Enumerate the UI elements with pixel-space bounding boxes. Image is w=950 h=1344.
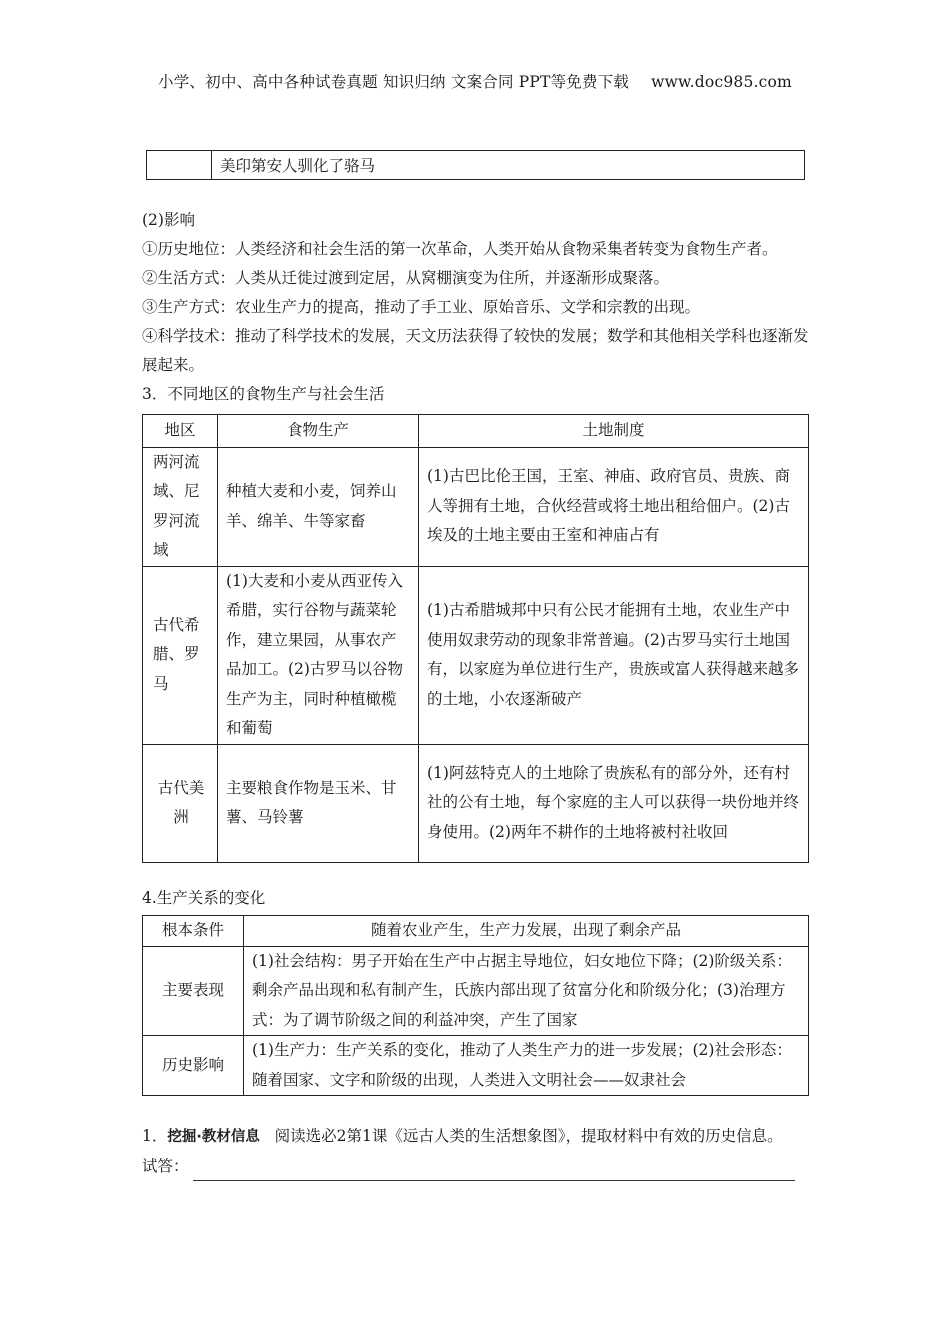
question-number: 1． [142, 1127, 168, 1145]
question-block [142, 1122, 822, 1181]
section-influence [142, 206, 822, 409]
table-row [143, 744, 809, 862]
column-header-food: 食物生产 [218, 415, 419, 448]
land-cell: (1)古希腊城邦中只有公民才能拥有土地，农业生产中使用奴隶劳动的现象非常普遍。(2)古罗马实行土地国有，以家庭为单位进行生产，贵族或富人获得越来越多的土地，小农逐渐破产 [419, 566, 809, 744]
table-header-row [143, 415, 809, 448]
column-header-region: 地区 [143, 415, 218, 448]
answer-line[interactable] [193, 1160, 795, 1181]
table-row [143, 566, 809, 744]
table-row [143, 946, 809, 1036]
table-row [143, 916, 809, 947]
page-header [0, 70, 950, 92]
food-cell: 主要粮食作物是玉米、甘薯、马铃薯 [218, 744, 419, 862]
land-cell: (1)阿兹特克人的土地除了贵族私有的部分外，还有村社的公有土地，每个家庭的主人可以获得一块份地并终身使用。(2)两年不耕作的土地将被村社收回 [419, 744, 809, 862]
table-row [147, 151, 805, 180]
top-table [146, 150, 805, 180]
question-body: 阅读选必2第1课《远古人类的生活想象图》，提取材料中有效的历史信息。 [274, 1127, 783, 1145]
row-label: 主要表现 [143, 946, 244, 1036]
section-title: 3．不同地区的食物生产与社会生活 [142, 385, 385, 403]
row-label: 历史影响 [143, 1036, 244, 1096]
header-text: 小学、初中、高中各种试卷真题 知识归纳 文案合同 PPT等免费下载 [158, 73, 630, 91]
regions-table [142, 414, 809, 863]
answer-prompt: 试答： [142, 1157, 189, 1175]
column-header-land: 土地制度 [419, 415, 809, 448]
land-cell: (1)古巴比伦王国，王室、神庙、政府官员、贵族、商人等拥有土地，合伙经营或将土地出租给佃户。(2)古埃及的土地主要由王室和神庙占有 [419, 447, 809, 566]
question-text [142, 1122, 822, 1152]
table-row [143, 447, 809, 566]
row-content: (1)生产力：生产关系的变化，推动了人类生产力的进一步发展；(2)社会形态：随着国家、文字和阶级的出现，人类进入文明社会——奴隶社会 [244, 1036, 809, 1096]
row-label: 根本条件 [143, 916, 244, 947]
section-title: (2)影响 [142, 211, 195, 229]
list-item: ③生产方式：农业生产力的提高，推动了手工业、原始音乐、文学和宗教的出现。 [142, 298, 701, 316]
table-row [143, 1036, 809, 1096]
header-site: www.doc985.com [651, 73, 792, 91]
section-relations-title: 4.生产关系的变化 [142, 889, 266, 907]
region-cell: 古代希腊、罗马 [143, 566, 218, 744]
list-item: ②生活方式：人类从迁徙过渡到定居，从窝棚演变为住所，并逐渐形成聚落。 [142, 269, 670, 287]
answer-row [142, 1152, 822, 1181]
food-cell: (1)大麦和小麦从西亚传入希腊，实行谷物与蔬菜轮作，建立果园，从事农产品加工。(2)古罗马以谷物生产为主，同时种植橄榄和葡萄 [218, 566, 419, 744]
relations-table [142, 915, 809, 1096]
table-cell: 美印第安人驯化了骆马 [212, 151, 805, 180]
row-content: 随着农业产生，生产力发展，出现了剩余产品 [244, 916, 809, 947]
region-cell: 两河流域、尼罗河流域 [143, 447, 218, 566]
list-item: ④科学技术：推动了科学技术的发展，天文历法获得了较快的发展；数学和其他相关学科也逐渐发展起来。 [142, 327, 809, 374]
food-cell: 种植大麦和小麦，饲养山羊、绵羊、牛等家畜 [218, 447, 419, 566]
list-item: ①历史地位：人类经济和社会生活的第一次革命，人类开始从食物采集者转变为食物生产者。 [142, 240, 778, 258]
row-content: (1)社会结构：男子开始在生产中占据主导地位，妇女地位下降；(2)阶级关系：剩余产品出现和私有制产生，氏族内部出现了贫富分化和阶级分化；(3)治理方式：为了调节阶级之间的利益冲突，产生了国家 [244, 946, 809, 1036]
table-cell-empty [147, 151, 212, 180]
question-label: 挖掘·教材信息 [167, 1129, 260, 1145]
region-cell: 古代美洲 [143, 744, 218, 862]
